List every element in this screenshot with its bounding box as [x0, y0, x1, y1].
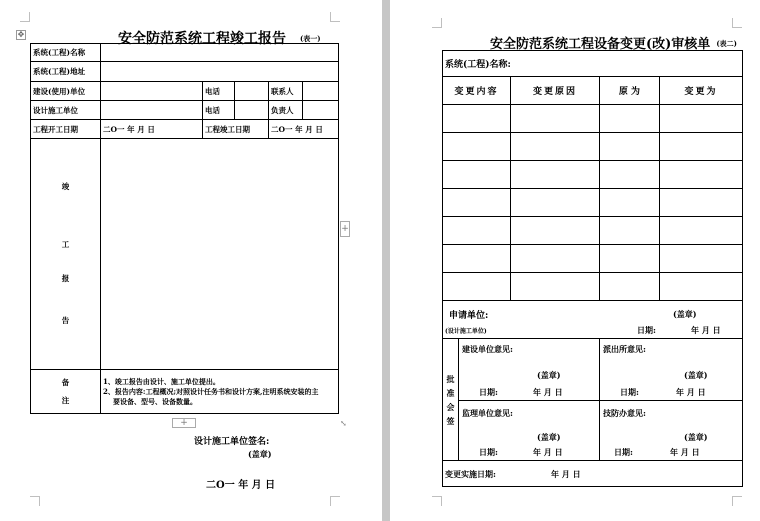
page-corner-mark	[432, 18, 442, 28]
table-cell[interactable]	[511, 245, 600, 273]
table-cell[interactable]	[443, 217, 511, 245]
header-original: 原 为	[600, 77, 660, 105]
table-row	[31, 139, 339, 370]
table-row	[443, 51, 743, 77]
signature-seal: (盖章)	[248, 449, 272, 459]
table-row	[31, 82, 339, 101]
table-cell[interactable]	[600, 105, 660, 133]
tech-office-date: 年 月 日	[670, 446, 700, 457]
table-row	[443, 461, 743, 487]
table-cell[interactable]	[443, 133, 511, 161]
table-cell[interactable]	[443, 105, 511, 133]
applicant-label: 申请单位:	[449, 310, 489, 321]
table-cell[interactable]	[660, 105, 743, 133]
table-cell[interactable]	[600, 217, 660, 245]
table-row	[443, 339, 743, 401]
system-address-field[interactable]	[101, 62, 339, 82]
table-row	[31, 62, 339, 82]
table-cell[interactable]	[600, 161, 660, 189]
page-corner-mark	[432, 496, 442, 506]
approval-char: 准	[446, 387, 455, 398]
approval-char: 会	[446, 401, 455, 412]
report-char: 竣	[61, 182, 70, 191]
right-title-text: 安全防范系统工程设备变更(改)审核单	[490, 37, 711, 52]
applicant-date-label: 日期:	[637, 324, 656, 335]
table-cell[interactable]	[660, 245, 743, 273]
tech-office-opinion-label: 技防办意见:	[603, 407, 646, 418]
table-row	[443, 77, 743, 105]
system-address-label: 系统(工程)地址	[31, 62, 101, 82]
builder-unit-field[interactable]	[101, 82, 203, 101]
phone-label: 电话	[203, 82, 235, 101]
table-row	[443, 217, 743, 245]
header-change-content: 变更内容	[443, 77, 511, 105]
report-char: 工	[61, 240, 70, 249]
design-unit-label: 设计施工单位	[31, 101, 101, 120]
page-corner-mark	[20, 12, 30, 22]
page-corner-mark	[330, 496, 340, 506]
page-left	[0, 0, 378, 521]
builder-date: 年 月 日	[533, 386, 563, 397]
table-row	[31, 44, 339, 62]
change-approval-table	[442, 50, 743, 487]
remarks-line: 1、竣工报告由设计、施工单位提出。	[103, 376, 220, 386]
police-date-label: 日期:	[620, 386, 639, 397]
left-table-no: (表一)	[300, 33, 321, 43]
table-move-handle-icon[interactable]: ✥	[17, 30, 25, 39]
phone-field[interactable]	[235, 101, 269, 120]
responsible-label: 负责人	[269, 101, 303, 120]
builder-unit-label: 建设(使用)单位	[31, 82, 101, 101]
table-cell[interactable]	[600, 245, 660, 273]
system-name-label: 系统(工程)名称:	[443, 51, 743, 77]
supervisor-opinion-label: 监理单位意见:	[462, 407, 513, 418]
table-cell[interactable]	[600, 273, 660, 301]
signature-date: 二O一 年 月 日	[206, 480, 276, 491]
report-label	[31, 139, 101, 370]
approval-label	[443, 339, 459, 461]
tech-office-opinion-cell[interactable]	[600, 401, 743, 461]
table-row	[443, 161, 743, 189]
left-title-text: 安全防范系统工程竣工报告	[118, 31, 286, 47]
report-char: 报	[61, 274, 70, 283]
table-row	[443, 133, 743, 161]
table-cell[interactable]	[600, 133, 660, 161]
approval-char: 批	[446, 373, 455, 384]
remarks-content	[101, 370, 339, 414]
page-corner-mark	[732, 18, 742, 28]
police-date: 年 月 日	[676, 386, 706, 397]
table-cell[interactable]	[660, 189, 743, 217]
start-date-label: 工程开工日期	[31, 120, 101, 139]
table-cell[interactable]	[660, 217, 743, 245]
system-name-label: 系统(工程)名称	[31, 44, 101, 62]
supervisor-opinion-cell[interactable]	[459, 401, 600, 461]
table-cell[interactable]	[511, 189, 600, 217]
table-row	[443, 273, 743, 301]
design-unit-field[interactable]	[101, 101, 203, 120]
builder-date-label: 日期:	[479, 386, 498, 397]
approval-char: 签	[446, 415, 455, 426]
completion-report-table	[30, 43, 339, 414]
implement-date-value: 年 月 日	[551, 468, 581, 479]
table-resize-icon[interactable]: ⤡	[340, 419, 347, 428]
builder-opinion-cell[interactable]	[459, 339, 600, 401]
table-cell[interactable]	[511, 105, 600, 133]
tech-office-date-label: 日期:	[614, 446, 633, 457]
table-row	[31, 101, 339, 120]
page-corner-mark	[330, 12, 340, 22]
police-opinion-cell[interactable]	[600, 339, 743, 401]
applicant-seal: (盖章)	[673, 308, 697, 319]
table-cell[interactable]	[511, 273, 600, 301]
table-cell[interactable]	[660, 161, 743, 189]
responsible-field[interactable]	[303, 101, 339, 120]
phone-field[interactable]	[235, 82, 269, 101]
table-cell[interactable]	[511, 133, 600, 161]
add-column-icon[interactable]: +	[340, 221, 350, 237]
builder-seal: (盖章)	[537, 369, 561, 380]
page-right	[392, 0, 760, 521]
table-cell[interactable]	[660, 133, 743, 161]
remarks-char: 注	[61, 395, 70, 405]
table-row	[443, 245, 743, 273]
table-row	[31, 120, 339, 139]
end-date-value[interactable]: 二O一 年 月 日	[269, 120, 339, 139]
phone-label: 电话	[203, 101, 235, 120]
supervisor-date-label: 日期:	[479, 446, 498, 457]
end-date-label: 工程竣工日期	[203, 120, 269, 139]
remarks-line: 要设备、型号、设备数量。	[113, 396, 197, 406]
table-row	[31, 370, 339, 414]
contact-label: 联系人	[269, 82, 303, 101]
table-cell[interactable]	[511, 161, 600, 189]
add-row-icon[interactable]: +	[172, 418, 196, 428]
table-row	[443, 189, 743, 217]
remarks-line: 2、报告内容:工程概况;对照设计任务书和设计方案,注明系统安装的主	[103, 386, 319, 396]
table-row	[443, 105, 743, 133]
supervisor-date: 年 月 日	[533, 446, 563, 457]
supervisor-seal: (盖章)	[537, 431, 561, 442]
remarks-label	[31, 370, 101, 414]
start-date-value[interactable]: 二O一 年 月 日	[101, 120, 203, 139]
table-cell[interactable]	[443, 273, 511, 301]
table-row	[443, 401, 743, 461]
applicant-date: 年 月 日	[691, 324, 721, 335]
table-cell[interactable]	[511, 217, 600, 245]
applicant-cell[interactable]	[443, 301, 743, 339]
report-char: 告	[61, 316, 70, 325]
table-cell[interactable]	[443, 189, 511, 217]
table-cell[interactable]	[443, 161, 511, 189]
police-seal: (盖章)	[684, 369, 708, 380]
remarks-char: 备	[61, 377, 70, 387]
system-name-field[interactable]	[101, 44, 339, 62]
implement-date-cell[interactable]	[443, 461, 743, 487]
table-cell[interactable]	[600, 189, 660, 217]
police-opinion-label: 派出所意见:	[603, 343, 646, 354]
page-corner-mark	[30, 496, 40, 506]
tech-office-seal: (盖章)	[684, 431, 708, 442]
page-divider	[382, 0, 390, 521]
table-cell[interactable]	[660, 273, 743, 301]
implement-date-label: 变更实施日期:	[445, 468, 496, 479]
page-corner-mark	[732, 496, 742, 506]
right-table-no: (表二)	[716, 38, 737, 48]
signature-label: 设计施工单位签名:	[194, 437, 270, 447]
applicant-sub: (设计施工单位)	[445, 327, 487, 335]
contact-field[interactable]	[303, 82, 339, 101]
builder-opinion-label: 建设单位意见:	[462, 343, 513, 354]
report-content-field[interactable]	[101, 139, 339, 370]
header-change-reason: 变更原因	[511, 77, 600, 105]
table-row	[443, 301, 743, 339]
table-cell[interactable]	[443, 245, 511, 273]
header-changed-to: 变更为	[660, 77, 743, 105]
